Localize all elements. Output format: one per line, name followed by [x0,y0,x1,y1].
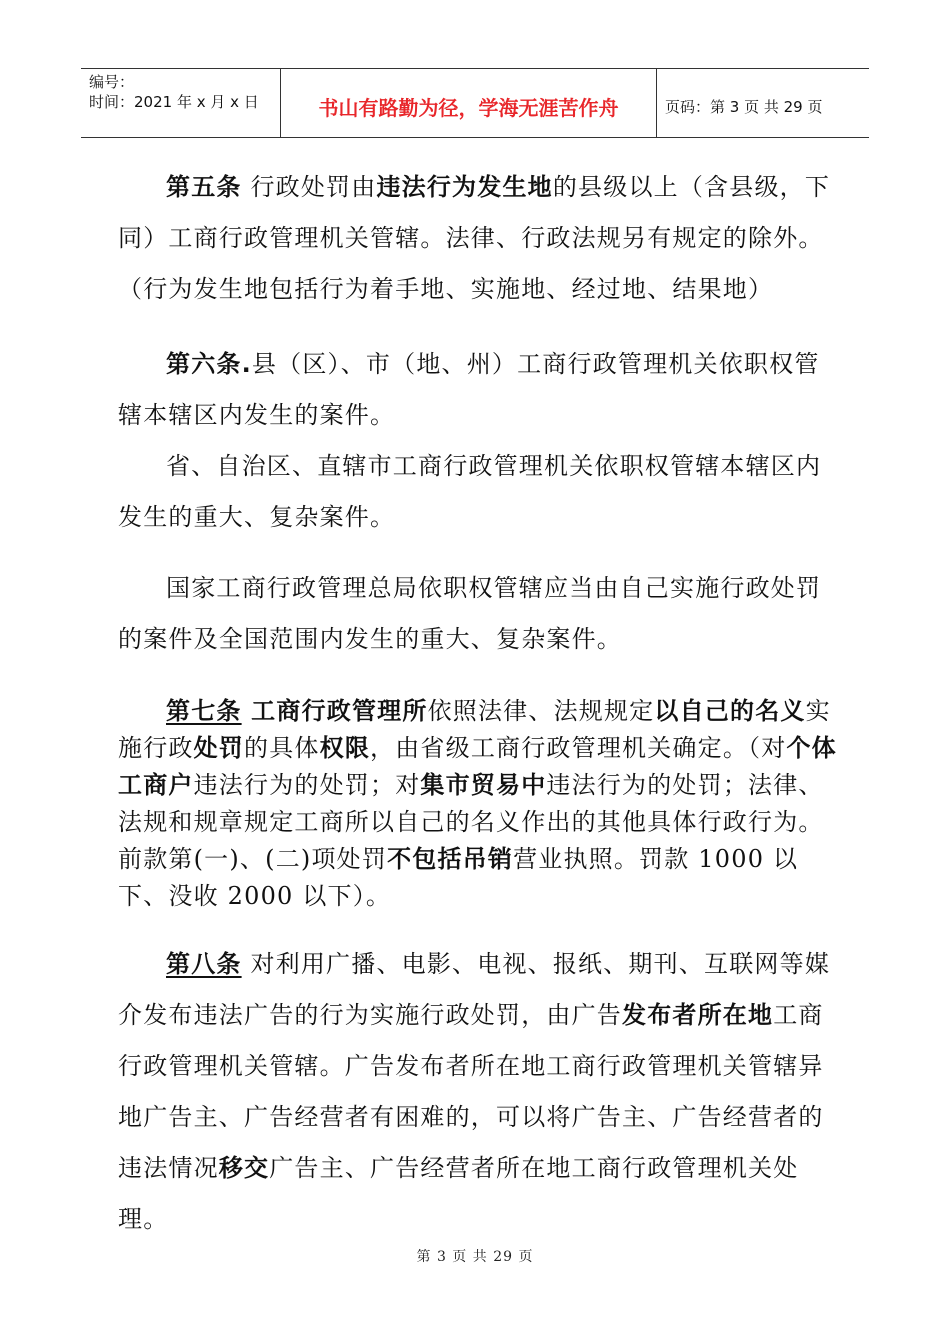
header-page-label: 页码：第 3 页 共 29 页 [665,97,823,116]
header-motto: 书山有路勤为径，学海无涯苦作舟 [281,69,657,137]
article-5-title: 第五条 [166,173,242,201]
article-6-paragraph-2: 省、自治区、直辖市工商行政管理机关依职权管辖本辖区内发生的重大、复杂案件。 [118,452,822,531]
number-label: 编号： [89,73,135,91]
article-6: 第六条.县（区）、市（地、州）工商行政管理机关依职权管辖本辖区内发生的案件。 [118,350,820,429]
article-5-emphasis: 违法行为发生地 [376,173,553,201]
document-header [81,68,869,138]
article-8: 第八条 对利用广播、电影、电视、报纸、期刊、互联网等媒介发布违法广告的行为实施行政处罚，由广告发布者所在地工商行政管理机关管辖。广告发布者所在地工商行政管理机关管辖异地广告主、广告经营者有困难的，可以将广告主、广告经营者的违法情况移交广告主、广告经营者所在地工商行政管理机关处理。 [118,950,831,1233]
header-meta [81,69,281,137]
article-5: 第五条 行政处罚由违法行为发生地的县级以上（含县级，下同）工商行政管理机关管辖。法律、行政法规另有规定的除外。（行为发生地包括行为着手地、实施地、经过地、结果地） [118,173,831,303]
article-8-title: 第八条 [166,950,242,978]
document-body [118,160,840,1245]
article-7: 第七条 工商行政管理所依照法律、法规规定以自己的名义实施行政处罚的具体权限，由省级工商行政管理机关确定。（对个体工商户违法行为的处罚；对集市贸易中违法行为的处罚；法律、法规和规章规定工商所以自己的名义作出的其他具体行政行为。前款第(一)、(二)项处罚不包括吊销营业执照。罚款 1000 以下、没收 2000 以下）。 [118,697,837,910]
article-7-title: 第七条 [166,697,242,725]
date-label: 时间：2021 年 x 月 x 日 [89,93,259,111]
page-footer: 第 3 页 共 29 页 [416,1249,534,1265]
article-6-title: 第六条. [166,350,252,378]
article-6-paragraph-3: 国家工商行政管理总局依职权管辖应当由自己实施行政处罚的案件及全国范围内发生的重大、复杂案件。 [118,574,822,653]
